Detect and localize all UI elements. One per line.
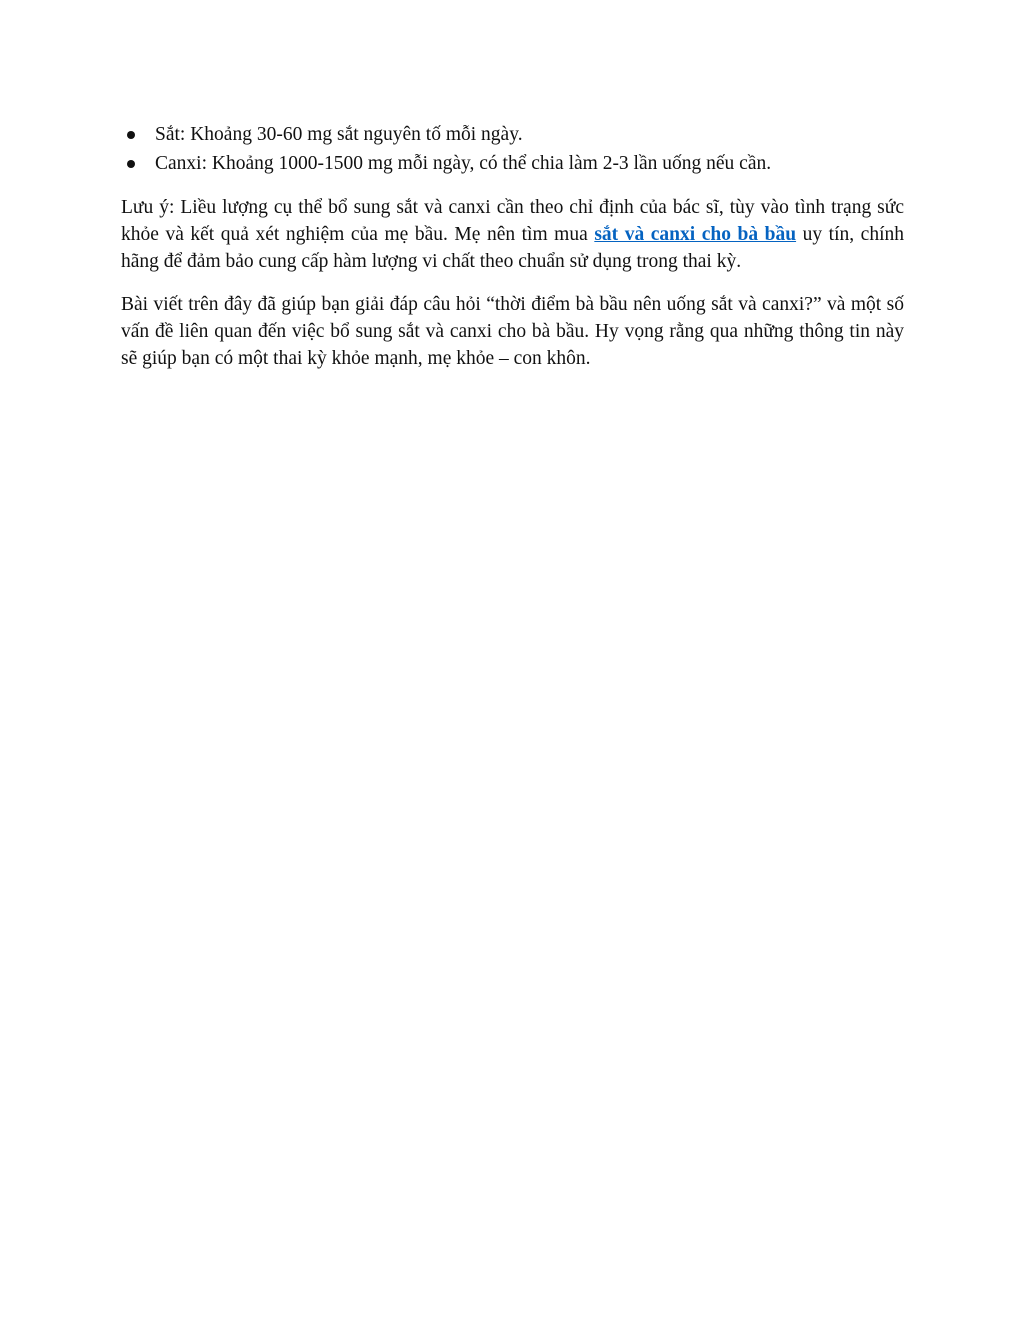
document-page [121, 120, 904, 372]
bullet-icon [127, 131, 135, 139]
note-text-before-link: Lưu ý: Liều lượng cụ thể bổ sung sắt và canxi cần theo chỉ định của bác sĩ, tùy vào tình trạng sức khỏe và kết quả xét nghiệm của mẹ bầu. Mẹ nên tìm mua [121, 197, 904, 245]
bullet-text-iron: Sắt: Khoảng 30-60 mg sắt nguyên tố mỗi ngày. [155, 124, 523, 145]
note-paragraph [121, 194, 904, 275]
bullet-icon [127, 160, 135, 168]
bullet-text-calcium: Canxi: Khoảng 1000-1500 mg mỗi ngày, có thể chia làm 2-3 lần uống nếu cần. [155, 153, 772, 174]
conclusion-paragraph: Bài viết trên đây đã giúp bạn giải đáp câu hỏi “thời điểm bà bầu nên uống sắt và canxi?” và một số vấn đề liên quan đến việc bổ sung sắt và canxi cho bà bầu. Hy vọng rằng qua những thông tin này sẽ giúp bạn có một thai kỳ khỏe mạnh, mẹ khỏe – con khôn. [121, 294, 904, 369]
list-item [155, 120, 904, 149]
note-text-after-link: uy tín, chính hãng để đảm bảo cung cấp hàm lượng vi chất theo chuẩn sử dụng trong thai kỳ. [121, 224, 904, 272]
list-item [155, 149, 904, 178]
product-link[interactable]: sắt và canxi cho bà bầu [594, 224, 797, 245]
dosage-list [121, 120, 904, 178]
